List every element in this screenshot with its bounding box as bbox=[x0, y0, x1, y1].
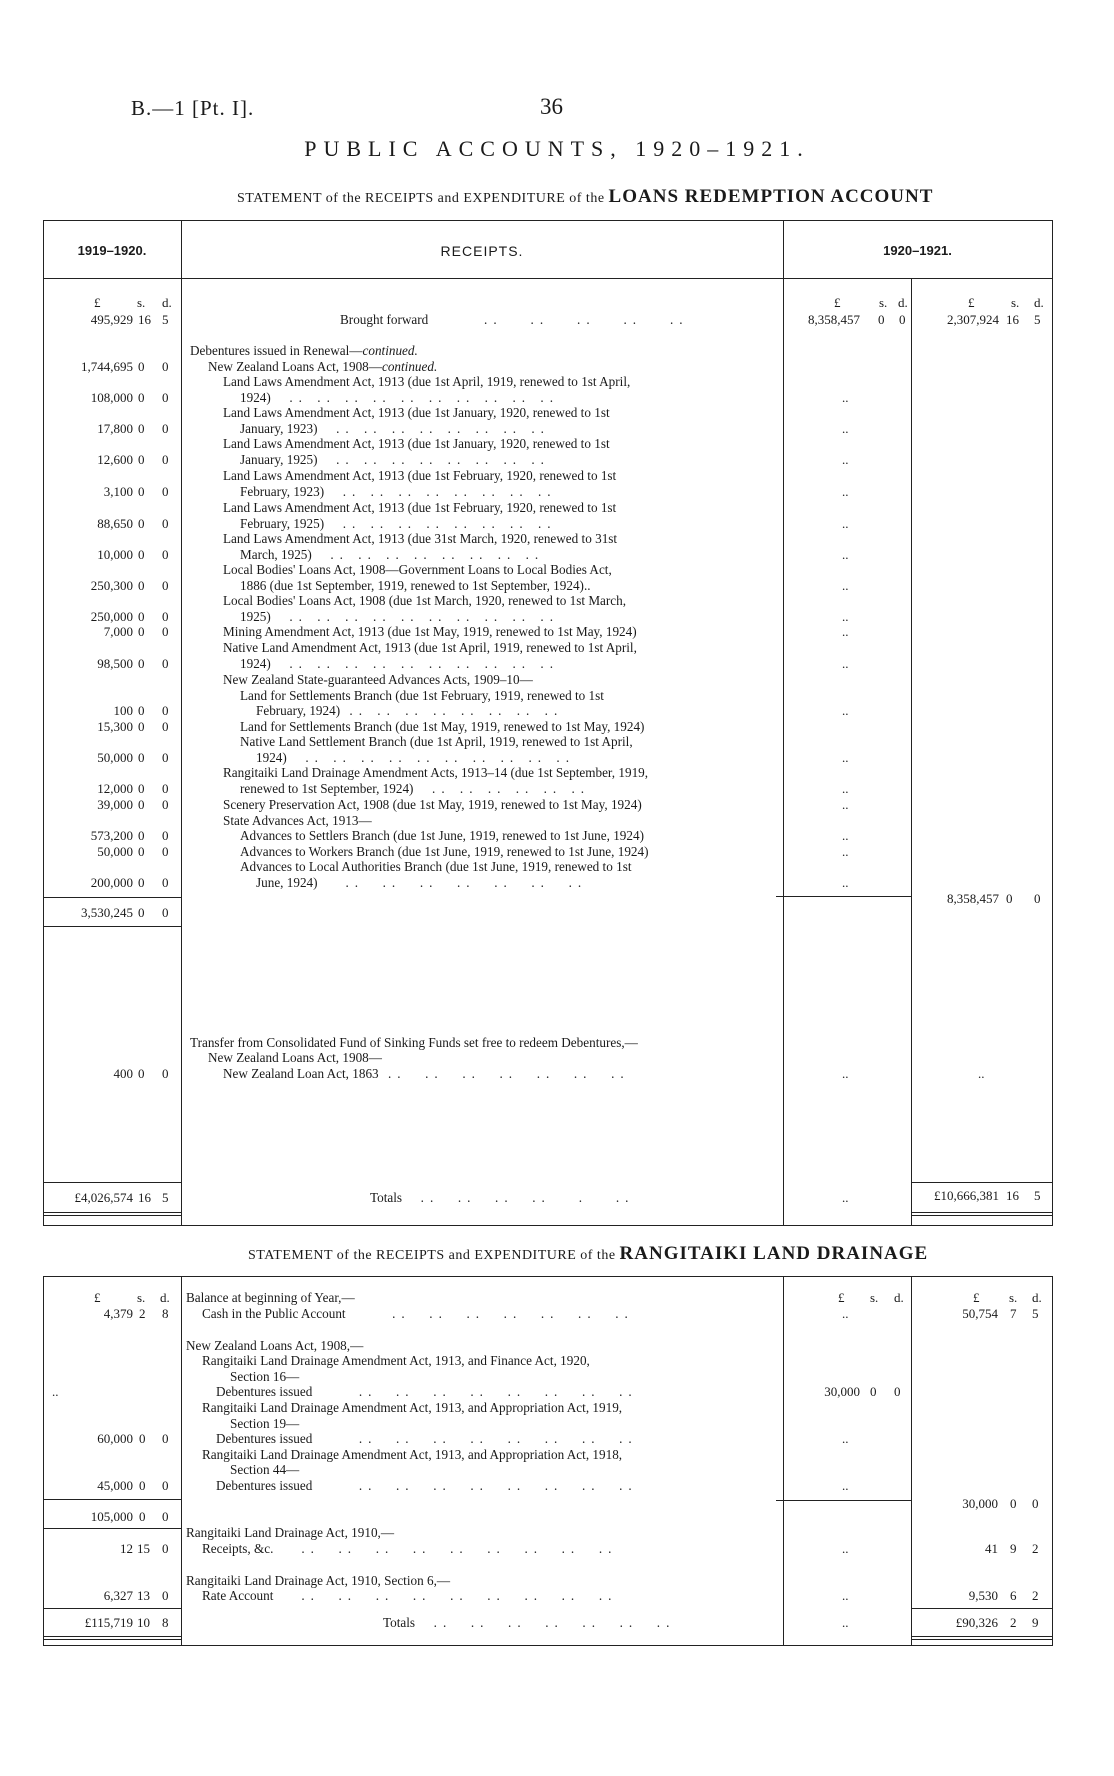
desc-line: Native Land Amendment Act, 1913 (due 1st April, 1919, renewed to 1st April, bbox=[223, 640, 637, 655]
prev-value-s: 0 bbox=[138, 452, 145, 467]
desc-line: February, 1924) .. .. .. .. .. .. .. .. bbox=[256, 703, 564, 718]
mid-dots: .. bbox=[842, 578, 849, 593]
desc-line: New Zealand State-guaranteed Advances Acts, 1909–10— bbox=[223, 672, 533, 687]
brought-forward-right-s: 16 bbox=[1006, 312, 1019, 327]
prev-value-d: 0 bbox=[162, 421, 169, 436]
rate-prev-s: 13 bbox=[137, 1588, 150, 1603]
deb-subtotal-right-d: 0 bbox=[1032, 1496, 1039, 1511]
statement2-prefix: STATEMENT of the RECEIPTS and EXPENDITURE of the bbox=[248, 1248, 616, 1263]
desc-line: Land Laws Amendment Act, 1913 (due 1st February, 1920, renewed to 1st bbox=[223, 500, 617, 515]
totals2-rule bbox=[43, 1608, 181, 1609]
prev-value: 100 bbox=[113, 703, 133, 718]
table2-col-divider bbox=[783, 1276, 784, 1646]
unit-pound: £ bbox=[968, 295, 975, 310]
mid-dots: .. bbox=[842, 750, 849, 765]
desc-line: Advances to Local Authorities Branch (due 1st June, 1919, renewed to 1st bbox=[240, 859, 632, 874]
table1-bottom-border bbox=[43, 1225, 1052, 1226]
mid-dots: .. bbox=[842, 844, 849, 859]
desc-line: 1924) .. .. .. .. .. .. .. .. .. .. bbox=[256, 750, 575, 765]
prev-value-d: 0 bbox=[162, 609, 169, 624]
prev-value: 12,000 bbox=[97, 781, 133, 796]
unit-pound: £ bbox=[94, 1290, 101, 1305]
prev-value-d: 0 bbox=[162, 624, 169, 639]
totals-right-s: 16 bbox=[1006, 1188, 1019, 1203]
desc-line: Land Laws Amendment Act, 1913 (due 31st March, 1920, renewed to 31st bbox=[223, 531, 618, 546]
prev-value-s: 0 bbox=[138, 875, 145, 890]
renewal-total-pounds: 8,358,457 bbox=[947, 891, 999, 906]
prev-value-d: 0 bbox=[162, 797, 169, 812]
totals-double-rule bbox=[43, 1212, 181, 1216]
prev-subtotal-rule bbox=[43, 926, 181, 927]
prev-subtotal-pounds: 3,530,245 bbox=[81, 905, 133, 920]
statement2-heading bbox=[248, 1243, 928, 1265]
desc-line: March, 1925) .. .. .. .. .. .. .. .. bbox=[240, 547, 545, 562]
page-title: PUBLIC ACCOUNTS, 1920–1921. bbox=[304, 136, 810, 161]
r1-prev-dots: .. bbox=[52, 1384, 59, 1399]
prev-subtotal-d: 0 bbox=[162, 905, 169, 920]
brought-forward-prev-s: 16 bbox=[138, 312, 151, 327]
prev-value-d: 0 bbox=[162, 875, 169, 890]
prev-value-s: 0 bbox=[138, 421, 145, 436]
table1-header-divider bbox=[43, 278, 1052, 279]
prev-value: 250,000 bbox=[90, 609, 133, 624]
desc-line: January, 1925) .. .. .. .. .. .. .. .. bbox=[240, 452, 550, 467]
prev-value-s: 0 bbox=[138, 390, 145, 405]
mid-dots: .. bbox=[842, 516, 849, 531]
receipts-prev-s: 15 bbox=[137, 1541, 150, 1556]
prev-value: 98,500 bbox=[97, 656, 133, 671]
prev-value-s: 0 bbox=[138, 750, 145, 765]
prev-value-s: 0 bbox=[138, 797, 145, 812]
cash-right-pounds: 50,754 bbox=[962, 1306, 998, 1321]
totals-right-pounds: £10,666,381 bbox=[934, 1188, 999, 1203]
col-header-receipts: RECEIPTS. bbox=[440, 243, 524, 259]
r2-prev-pounds: 60,000 bbox=[97, 1431, 133, 1446]
unit-pound: £ bbox=[834, 295, 841, 310]
deb-subtotal-prev-pounds: 105,000 bbox=[90, 1509, 133, 1524]
totals-label: Totals .. .. .. .. . .. bbox=[370, 1190, 635, 1205]
totals-prev-pounds: £4,026,574 bbox=[74, 1190, 133, 1205]
mid-dots: .. bbox=[842, 1431, 849, 1446]
desc-line: Land Laws Amendment Act, 1913 (due 1st January, 1920, renewed to 1st bbox=[223, 405, 610, 420]
brought-forward-mid-s: 0 bbox=[878, 312, 885, 327]
prev-subtotal-rule bbox=[43, 897, 181, 898]
desc-line: Debentures issued in Renewal—continued. bbox=[190, 343, 418, 358]
r2-line: Debentures issued .. .. .. .. .. .. .. .. bbox=[216, 1431, 638, 1446]
brought-forward-prev-pounds: 495,929 bbox=[90, 312, 133, 327]
mid-dots: .. bbox=[842, 1066, 849, 1081]
rate-prev-pounds: 6,327 bbox=[103, 1588, 133, 1603]
prev-value-s: 0 bbox=[138, 624, 145, 639]
balance-label: Balance at beginning of Year,— bbox=[186, 1290, 355, 1305]
table2-col-divider bbox=[181, 1276, 182, 1646]
prev-value-s: 0 bbox=[138, 578, 145, 593]
prev-value-s: 0 bbox=[138, 781, 145, 796]
prev-value: 39,000 bbox=[97, 797, 133, 812]
prev-value-s: 0 bbox=[138, 703, 145, 718]
prev-value: 10,000 bbox=[97, 547, 133, 562]
prev-value: 3,100 bbox=[103, 484, 133, 499]
renewal-total-d: 0 bbox=[1034, 891, 1041, 906]
prev-value-s: 0 bbox=[138, 828, 145, 843]
r1-mid-d: 0 bbox=[894, 1384, 901, 1399]
totals-right-d: 5 bbox=[1034, 1188, 1041, 1203]
cash-prev-s: 2 bbox=[139, 1306, 146, 1321]
rla-s6-label: Rangitaiki Land Drainage Act, 1910, Section 6,— bbox=[186, 1573, 451, 1588]
cash-right-d: 5 bbox=[1032, 1306, 1039, 1321]
totals2-double-rule bbox=[911, 1636, 1052, 1640]
table1-col-divider bbox=[181, 220, 182, 1226]
totals2-double-rule bbox=[43, 1636, 181, 1640]
desc-line: Land Laws Amendment Act, 1913 (due 1st April, 1919, renewed to 1st April, bbox=[223, 374, 631, 389]
statement1-prefix: STATEMENT of the RECEIPTS and EXPENDITURE of the bbox=[237, 191, 605, 206]
col-header-1920-1921: 1920–1921. bbox=[883, 243, 952, 258]
prev-value-s: 0 bbox=[138, 719, 145, 734]
desc-line: renewed to 1st September, 1924) .. .. .. .. .. .. bbox=[240, 781, 591, 796]
rate-prev-d: 0 bbox=[162, 1588, 169, 1603]
transfer-prev-s: 0 bbox=[138, 1066, 145, 1081]
statement1-account-name: LOANS REDEMPTION ACCOUNT bbox=[608, 186, 934, 207]
mid-dots: .. bbox=[842, 1541, 849, 1556]
table2-top-border bbox=[43, 1276, 1052, 1277]
unit-pound: £ bbox=[838, 1290, 845, 1305]
r1-mid-s: 0 bbox=[870, 1384, 877, 1399]
brought-forward-label: Brought forward .. .. .. .. .. bbox=[340, 312, 689, 327]
prev-value-d: 0 bbox=[162, 452, 169, 467]
r3-line: Debentures issued .. .. .. .. .. .. .. .. bbox=[216, 1478, 638, 1493]
r2-line: Section 19— bbox=[230, 1416, 300, 1431]
brought-forward-prev-d: 5 bbox=[162, 312, 169, 327]
r2-line: Rangitaiki Land Drainage Amendment Act, 1913, and Appropriation Act, 1919, bbox=[202, 1400, 623, 1415]
desc-line: February, 1925) .. .. .. .. .. .. .. .. bbox=[240, 516, 557, 531]
prev-value-d: 0 bbox=[162, 719, 169, 734]
desc-line: Land Laws Amendment Act, 1913 (due 1st February, 1920, renewed to 1st bbox=[223, 468, 617, 483]
mid-dots: .. bbox=[842, 1588, 849, 1603]
prev-value-s: 0 bbox=[138, 484, 145, 499]
transfer-line: New Zealand Loans Act, 1908— bbox=[208, 1050, 382, 1065]
totals2-rule bbox=[911, 1608, 1052, 1609]
right-dots: .. bbox=[978, 1066, 985, 1081]
col-header-1919-1920: 1919–1920. bbox=[77, 243, 147, 258]
prev-value-d: 0 bbox=[162, 578, 169, 593]
statement1-heading bbox=[237, 186, 933, 208]
r3-line: Rangitaiki Land Drainage Amendment Act, 1913, and Appropriation Act, 1918, bbox=[202, 1447, 623, 1462]
mid-dots: .. bbox=[842, 875, 849, 890]
transfer-line: New Zealand Loan Act, 1863 .. .. .. .. .. .. .. bbox=[223, 1066, 630, 1081]
table1-right-border bbox=[1052, 220, 1053, 1226]
prev-value: 15,300 bbox=[97, 719, 133, 734]
prev-value-s: 0 bbox=[138, 547, 145, 562]
transfer-prev-pounds: 400 bbox=[113, 1066, 133, 1081]
rate-right-s: 6 bbox=[1010, 1588, 1017, 1603]
prev-value-d: 0 bbox=[162, 656, 169, 671]
r3-prev-pounds: 45,000 bbox=[97, 1478, 133, 1493]
totals2-right-d: 9 bbox=[1032, 1615, 1039, 1630]
r3-prev-d: 0 bbox=[162, 1478, 169, 1493]
desc-line: Land for Settlements Branch (due 1st May, 1919, renewed to 1st May, 1924) bbox=[240, 719, 645, 734]
desc-line: Land for Settlements Branch (due 1st February, 1919, renewed to 1st bbox=[240, 688, 604, 703]
desc-line: Rangitaiki Land Drainage Amendment Acts, 1913–14 (due 1st September, 1919, bbox=[223, 765, 649, 780]
prev-value-d: 0 bbox=[162, 484, 169, 499]
deb-subtotal-rule bbox=[43, 1528, 181, 1529]
statement2-account-name: RANGITAIKI LAND DRAINAGE bbox=[619, 1243, 929, 1264]
r3-line: Section 44— bbox=[230, 1462, 300, 1477]
brought-forward-right-pounds: 2,307,924 bbox=[947, 312, 999, 327]
deb-subtotal-right-s: 0 bbox=[1010, 1496, 1017, 1511]
desc-line: June, 1924) .. .. .. .. .. .. .. bbox=[256, 875, 588, 890]
desc-line: Local Bodies' Loans Act, 1908 (due 1st March, 1920, renewed to 1st March, bbox=[223, 593, 627, 608]
transfer-line: Transfer from Consolidated Fund of Sinking Funds set free to redeem Debentures,— bbox=[190, 1035, 638, 1050]
deb-subtotal-right-pounds: 30,000 bbox=[962, 1496, 998, 1511]
table2-right-border bbox=[1052, 1276, 1053, 1646]
unit-shillings: s. bbox=[1009, 1290, 1018, 1305]
mid-dots: .. bbox=[842, 781, 849, 796]
desc-line: Land Laws Amendment Act, 1913 (due 1st January, 1920, renewed to 1st bbox=[223, 436, 610, 451]
prev-value-s: 0 bbox=[138, 359, 145, 374]
cash-prev-d: 8 bbox=[162, 1306, 169, 1321]
prev-value: 200,000 bbox=[90, 875, 133, 890]
prev-value-d: 0 bbox=[162, 547, 169, 562]
r1-line: Rangitaiki Land Drainage Amendment Act, 1913, and Finance Act, 1920, bbox=[202, 1353, 590, 1368]
prev-value: 250,300 bbox=[90, 578, 133, 593]
mid-dots: .. bbox=[842, 421, 849, 436]
totals-rule bbox=[43, 1182, 181, 1183]
prev-value-d: 0 bbox=[162, 390, 169, 405]
prev-value: 1,744,695 bbox=[81, 359, 133, 374]
totals2-prev-d: 8 bbox=[162, 1615, 169, 1630]
prev-value-d: 0 bbox=[162, 359, 169, 374]
desc-line: 1924) .. .. .. .. .. .. .. .. .. .. bbox=[240, 656, 559, 671]
r3-prev-s: 0 bbox=[139, 1478, 146, 1493]
unit-pound: £ bbox=[973, 1290, 980, 1305]
mid-dots: .. bbox=[842, 390, 849, 405]
unit-shillings: s. bbox=[1011, 295, 1020, 310]
table1-col-divider bbox=[783, 220, 784, 1226]
desc-line: New Zealand Loans Act, 1908—continued. bbox=[208, 359, 438, 374]
table2-left-border bbox=[43, 1276, 44, 1646]
desc-line: Mining Amendment Act, 1913 (due 1st May, 1919, renewed to 1st May, 1924) bbox=[223, 624, 637, 639]
unit-pence: d. bbox=[898, 295, 908, 310]
deb-subtotal-rule bbox=[43, 1499, 181, 1500]
rate-right-d: 2 bbox=[1032, 1588, 1039, 1603]
mid-dots: .. bbox=[842, 1306, 849, 1321]
prev-value-s: 0 bbox=[138, 516, 145, 531]
prev-value: 17,800 bbox=[97, 421, 133, 436]
prev-subtotal-s: 0 bbox=[138, 905, 145, 920]
deb-subtotal-prev-s: 0 bbox=[139, 1509, 146, 1524]
desc-line: 1925) .. .. .. .. .. .. .. .. .. .. bbox=[240, 609, 559, 624]
unit-pence: d. bbox=[160, 1290, 170, 1305]
r1-line: Debentures issued .. .. .. .. .. .. .. .. bbox=[216, 1384, 638, 1399]
brought-forward-mid-pounds: 8,358,457 bbox=[808, 312, 860, 327]
rate-right-pounds: 9,530 bbox=[968, 1588, 998, 1603]
prev-value-d: 0 bbox=[162, 844, 169, 859]
prev-value: 50,000 bbox=[97, 750, 133, 765]
mid-dots: .. bbox=[842, 609, 849, 624]
prev-value-s: 0 bbox=[138, 609, 145, 624]
mid-dots: .. bbox=[842, 452, 849, 467]
unit-pound: £ bbox=[94, 295, 101, 310]
desc-line: Advances to Workers Branch (due 1st June, 1919, renewed to 1st June, 1924) bbox=[240, 844, 649, 859]
deb-subtotal-prev-d: 0 bbox=[162, 1509, 169, 1524]
prev-value: 12,600 bbox=[97, 452, 133, 467]
desc-line: January, 1923) .. .. .. .. .. .. .. .. bbox=[240, 421, 550, 436]
desc-line: Scenery Preservation Act, 1908 (due 1st May, 1919, renewed to 1st May, 1924) bbox=[223, 797, 642, 812]
rla-1910-label: Rangitaiki Land Drainage Act, 1910,— bbox=[186, 1525, 395, 1540]
prev-value-d: 0 bbox=[162, 750, 169, 765]
cash-prev-pounds: 4,379 bbox=[103, 1306, 133, 1321]
mid-dots: .. bbox=[842, 1190, 849, 1205]
mid-dots: .. bbox=[842, 484, 849, 499]
desc-line: Native Land Settlement Branch (due 1st April, 1919, renewed to 1st April, bbox=[240, 734, 633, 749]
totals2-prev-pounds: £115,719 bbox=[84, 1615, 133, 1630]
renewal-total-s: 0 bbox=[1006, 891, 1013, 906]
prev-value: 573,200 bbox=[90, 828, 133, 843]
unit-pence: d. bbox=[162, 295, 172, 310]
r1-mid-pounds: 30,000 bbox=[824, 1384, 860, 1399]
mid-dots: .. bbox=[842, 656, 849, 671]
brought-forward-mid-d: 0 bbox=[899, 312, 906, 327]
mid-dots: .. bbox=[842, 624, 849, 639]
document-reference: B.—1 [Pt. I]. bbox=[131, 96, 255, 120]
unit-shillings: s. bbox=[137, 1290, 146, 1305]
prev-value-d: 0 bbox=[162, 703, 169, 718]
receipts-label: Receipts, &c. .. .. .. .. .. .. .. .. .. bbox=[202, 1541, 618, 1556]
prev-value: 108,000 bbox=[90, 390, 133, 405]
desc-line: 1924) .. .. .. .. .. .. .. .. .. .. bbox=[240, 390, 559, 405]
mid-dots: .. bbox=[842, 703, 849, 718]
totals2-label: Totals .. .. .. .. .. .. .. bbox=[383, 1615, 676, 1630]
table1-col-divider bbox=[911, 278, 912, 1226]
totals2-prev-s: 10 bbox=[137, 1615, 150, 1630]
prev-value-d: 0 bbox=[162, 781, 169, 796]
desc-line: Advances to Settlers Branch (due 1st June, 1919, renewed to 1st June, 1924) bbox=[240, 828, 644, 843]
brought-forward-right-d: 5 bbox=[1034, 312, 1041, 327]
table1-left-border bbox=[43, 220, 44, 1226]
deb-subtotal-rule bbox=[776, 1500, 911, 1501]
mid-dots: .. bbox=[842, 1615, 849, 1630]
prev-value-s: 0 bbox=[138, 656, 145, 671]
receipts-prev-pounds: 12 bbox=[120, 1541, 133, 1556]
r2-prev-s: 0 bbox=[139, 1431, 146, 1446]
receipts-right-d: 2 bbox=[1032, 1541, 1039, 1556]
r1-line: Section 16— bbox=[230, 1369, 300, 1384]
receipts-prev-d: 0 bbox=[162, 1541, 169, 1556]
desc-line: 1886 (due 1st September, 1919, renewed to 1st September, 1924).. bbox=[240, 578, 591, 593]
totals-prev-d: 5 bbox=[162, 1190, 169, 1205]
totals-double-rule bbox=[911, 1212, 1052, 1216]
totals2-right-s: 2 bbox=[1010, 1615, 1017, 1630]
cash-right-s: 7 bbox=[1010, 1306, 1017, 1321]
page-number: 36 bbox=[540, 94, 563, 119]
prev-value: 7,000 bbox=[103, 624, 133, 639]
desc-line: February, 1923) .. .. .. .. .. .. .. .. bbox=[240, 484, 557, 499]
mid-dots: .. bbox=[842, 1478, 849, 1493]
totals2-right-pounds: £90,326 bbox=[955, 1615, 998, 1630]
prev-value: 50,000 bbox=[97, 844, 133, 859]
unit-pence: d. bbox=[1032, 1290, 1042, 1305]
renewal-subtotal-rule bbox=[776, 896, 911, 897]
desc-line: Local Bodies' Loans Act, 1908—Government Loans to Local Bodies Act, bbox=[223, 562, 612, 577]
prev-value: 88,650 bbox=[97, 516, 133, 531]
prev-value-d: 0 bbox=[162, 516, 169, 531]
receipts-right-pounds: 41 bbox=[985, 1541, 998, 1556]
prev-value-d: 0 bbox=[162, 828, 169, 843]
desc-line: State Advances Act, 1913— bbox=[223, 813, 372, 828]
nz-loans-label: New Zealand Loans Act, 1908,— bbox=[186, 1338, 364, 1353]
table2-bottom-border bbox=[43, 1645, 1052, 1646]
mid-dots: .. bbox=[842, 828, 849, 843]
cash-label: Cash in the Public Account .. .. .. .. .. .. .. bbox=[202, 1306, 634, 1321]
unit-pence: d. bbox=[1034, 295, 1044, 310]
mid-dots: .. bbox=[842, 797, 849, 812]
r2-prev-d: 0 bbox=[162, 1431, 169, 1446]
rate-label: Rate Account .. .. .. .. .. .. .. .. .. bbox=[202, 1588, 618, 1603]
table1-top-border bbox=[43, 220, 1052, 221]
receipts-right-s: 9 bbox=[1010, 1541, 1017, 1556]
totals-prev-s: 16 bbox=[138, 1190, 151, 1205]
prev-value-s: 0 bbox=[138, 844, 145, 859]
mid-dots: .. bbox=[842, 547, 849, 562]
unit-pence: d. bbox=[894, 1290, 904, 1305]
unit-shillings: s. bbox=[870, 1290, 879, 1305]
totals-rule bbox=[911, 1182, 1052, 1183]
unit-shillings: s. bbox=[879, 295, 888, 310]
transfer-prev-d: 0 bbox=[162, 1066, 169, 1081]
unit-shillings: s. bbox=[137, 295, 146, 310]
